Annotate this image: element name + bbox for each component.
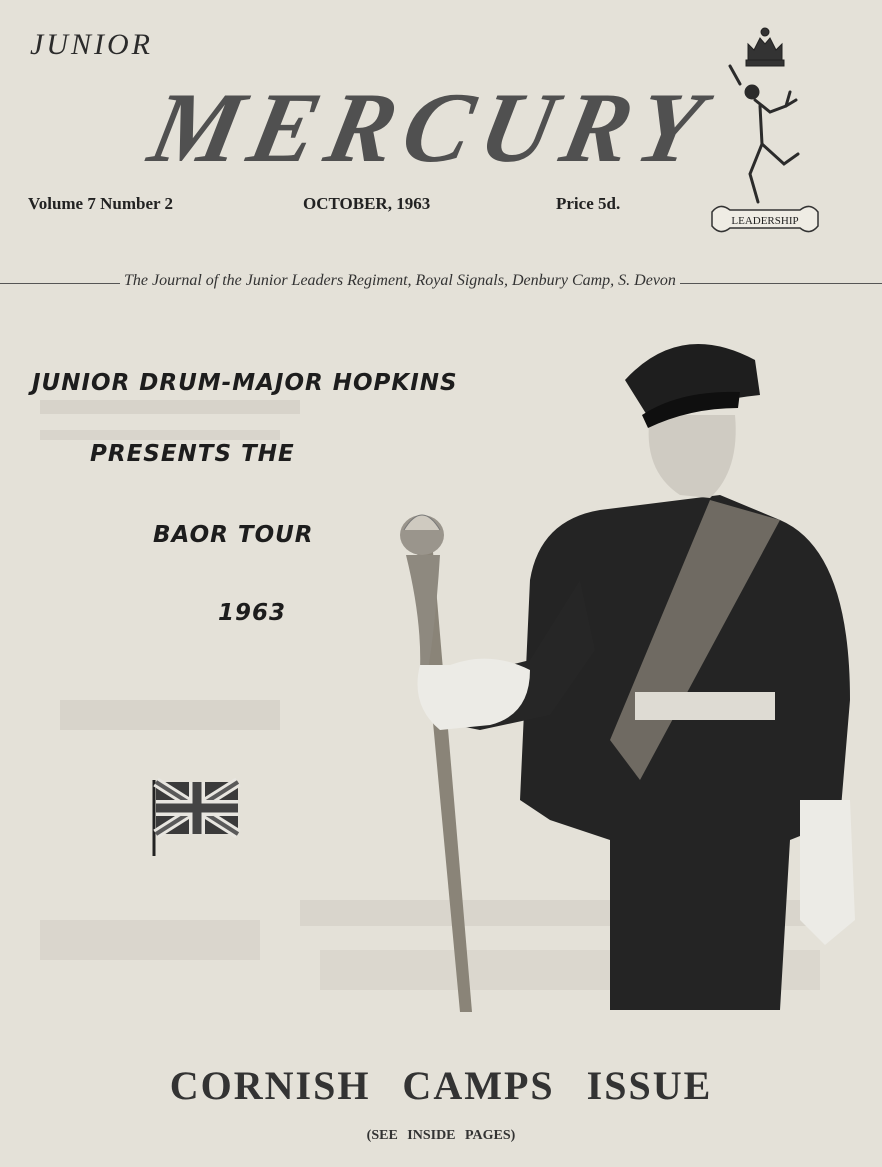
issue-price: Price 5d. bbox=[556, 194, 621, 213]
emblem-motto: LEADERSHIP bbox=[731, 215, 799, 227]
issue-subtitle: (SEE INSIDE PAGES) bbox=[366, 1128, 516, 1143]
journal-tagline: The Journal of the Junior Leaders Regiment, Royal Signals, Denbury Camp, S. Devon bbox=[120, 272, 680, 290]
mace bbox=[400, 515, 472, 1012]
face bbox=[649, 415, 736, 498]
mercury-figure-icon bbox=[730, 66, 798, 202]
issue-volume: Volume 7 Number 2 bbox=[28, 194, 173, 213]
drum-major-photo bbox=[380, 320, 860, 1020]
headline-line-3: BAOR TOUR bbox=[153, 522, 314, 548]
belt bbox=[635, 692, 775, 720]
masthead-junior: JUNIOR bbox=[30, 28, 153, 61]
crown-icon bbox=[746, 28, 784, 66]
headline-line-4: 1963 bbox=[218, 600, 287, 626]
issue-date: OCTOBER, 1963 bbox=[303, 194, 431, 213]
issue-title: CORNISH CAMPS ISSUE bbox=[169, 1063, 713, 1108]
headline-line-1: JUNIOR DRUM-MAJOR HOPKINS bbox=[32, 370, 458, 396]
headline-line-2: PRESENTS THE bbox=[90, 441, 295, 467]
union-flag-icon bbox=[150, 778, 242, 858]
royal-signals-emblem bbox=[700, 14, 830, 244]
masthead-title: MERCURY bbox=[140, 72, 722, 183]
